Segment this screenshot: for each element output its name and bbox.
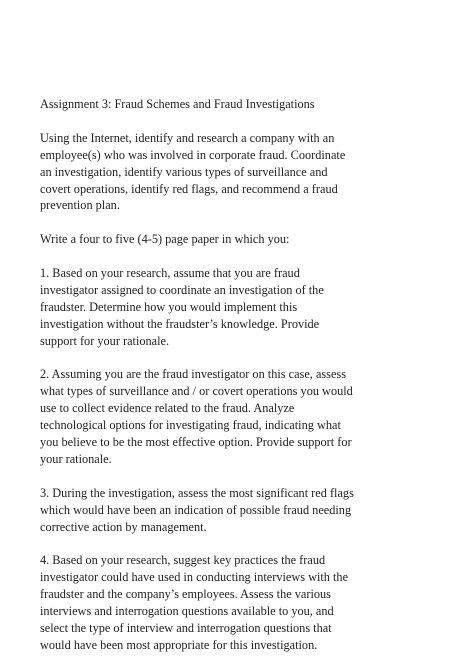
requirement-1-paragraph: 1. Based on your research, assume that you are fraud investigator assigned to coordinate an investigation of the fraudster. Determine how you would implement this investigation without the fraudster’s knowledge. Provide support for your rationale. — [40, 266, 324, 348]
instructions-paragraph: Write a four to five (4-5) page paper in which you: — [40, 232, 290, 247]
requirement-4-paragraph: 4. Based on your research, suggest key practices the fraud investigator could have used in conducting interviews with the fraudster and the company’s employees. Assess the various interviews and interrogation questions available to you, and select the type of interview and interrogation questions that would have been most appropriate for this investigation. — [40, 553, 349, 652]
document-body — [40, 96, 412, 671]
requirement-3-paragraph: 3. During the investigation, assess the most significant red flags which would have been an indication of possible fraud needing corrective action by management. — [40, 485, 354, 534]
intro-paragraph: Using the Internet, identify and research a company with an employee(s) who was involved in corporate fraud. Coordinate an investigation, identify various types of surveillance and covert operations, identify red flags, and recommend a fraud prevention plan. — [40, 130, 346, 213]
requirement-2-paragraph: 2. Assuming you are the fraud investigator on this case, assess what types of surveillance and / or covert operations you would use to collect evidence related to the fraud. Analyze technological options for investigating fraud, indicating what you believe to be the most effective option. Provide support for your rationale. — [40, 367, 353, 466]
document-title: Assignment 3: Fraud Schemes and Fraud Investigations — [40, 97, 315, 111]
